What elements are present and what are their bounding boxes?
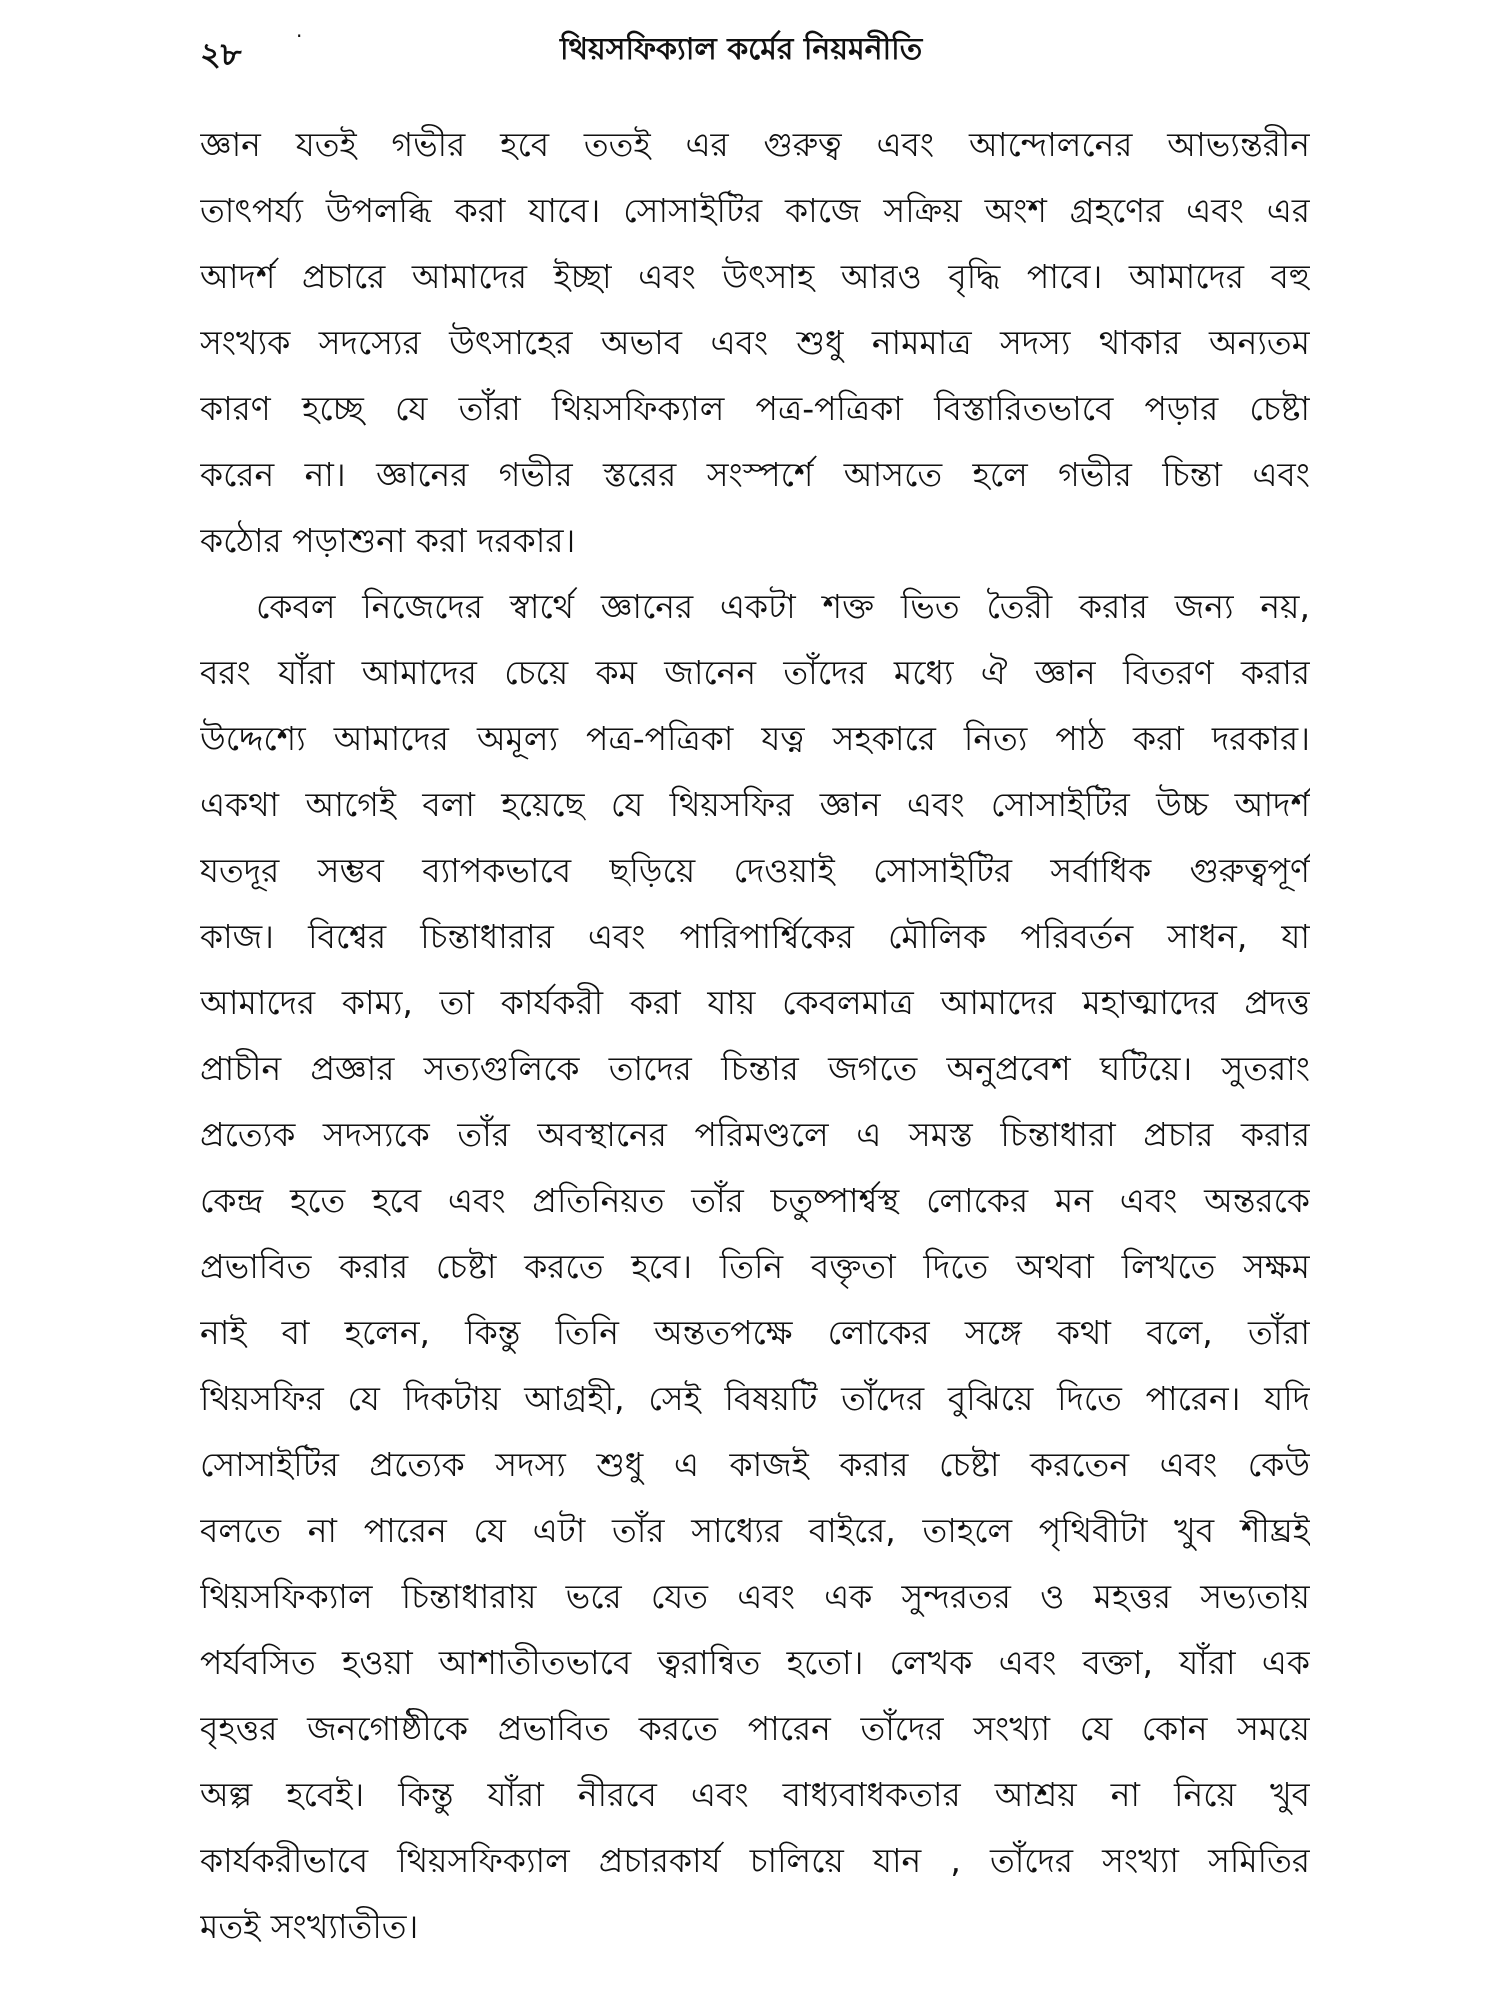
print-speck: ·	[296, 24, 303, 48]
text-line: কাজ। বিশ্বের চিন্তাধারার এবং পারিপার্শ্বিকের মৌলিক পরিবর্তন সাধন, যা	[200, 917, 1310, 956]
paragraph	[200, 112, 1310, 574]
text-line: আমাদের কাম্য, তা কার্যকরী করা যায় কেবলমাত্র আমাদের মহাত্মাদের প্রদত্ত	[200, 983, 1310, 1022]
text-line: কেন্দ্র হতে হবে এবং প্রতিনিয়ত তাঁর চতুষ্পার্শ্বস্থ লোকের মন এবং অন্তরকে	[200, 1181, 1310, 1220]
page-number: ২৮	[200, 35, 242, 73]
text-line: করেন না। জ্ঞানের গভীর স্তরের সংস্পর্শে আসতে হলে গভীর চিন্তা এবং	[200, 455, 1310, 494]
text-line: জ্ঞান যতই গভীর হবে ততই এর গুরুত্ব এবং আন্দোলনের আভ্যন্তরীন	[200, 125, 1310, 164]
text-line: প্রাচীন প্রজ্ঞার সত্যগুলিকে তাদের চিন্তার জগতে অনুপ্রবেশ ঘটিয়ে। সুতরাং	[200, 1049, 1310, 1088]
text-line: বরং যাঁরা আমাদের চেয়ে কম জানেন তাঁদের মধ্যে ঐ জ্ঞান বিতরণ করার	[200, 653, 1310, 692]
text-line: তাৎপর্য্য উপলব্ধি করা যাবে। সোসাইটির কাজে সক্রিয় অংশ গ্রহণের এবং এর	[200, 191, 1310, 230]
text-line: প্রভাবিত করার চেষ্টা করতে হবে। তিনি বক্তৃতা দিতে অথবা লিখতে সক্ষম	[200, 1247, 1310, 1286]
text-line: বৃহত্তর জনগোষ্ঠীকে প্রভাবিত করতে পারেন তাঁদের সংখ্যা যে কোন সময়ে	[200, 1709, 1310, 1748]
text-line: উদ্দেশ্যে আমাদের অমূল্য পত্র-পত্রিকা যত্ন সহকারে নিত্য পাঠ করা দরকার।	[200, 719, 1310, 758]
running-title: থিয়সফিক্যাল কর্মের নিয়মনীতি	[560, 32, 923, 67]
text-line: নাই বা হলেন, কিন্তু তিনি অন্ততপক্ষে লোকের সঙ্গে কথা বলে, তাঁরা	[200, 1313, 1310, 1352]
text-line: একথা আগেই বলা হয়েছে যে থিয়সফির জ্ঞান এবং সোসাইটির উচ্চ আদর্শ	[200, 785, 1310, 824]
text-line: মতই সংখ্যাতীত।	[200, 1907, 419, 1946]
text-line: প্রত্যেক সদস্যকে তাঁর অবস্থানের পরিমণ্ডলে এ সমস্ত চিন্তাধারা প্রচার করার	[200, 1115, 1310, 1154]
text-line: সংখ্যক সদস্যের উৎসাহের অভাব এবং শুধু নামমাত্র সদস্য থাকার অন্যতম	[200, 323, 1310, 362]
paragraph	[200, 574, 1310, 1960]
text-line: কঠোর পড়াশুনা করা দরকার।	[200, 521, 576, 560]
page-header	[200, 26, 1300, 78]
text-line: সোসাইটির প্রত্যেক সদস্য শুধু এ কাজই করার চেষ্টা করতেন এবং কেউ	[200, 1445, 1310, 1484]
text-line: থিয়সফির যে দিকটায় আগ্রহী, সেই বিষয়টি তাঁদের বুঝিয়ে দিতে পারেন। যদি	[200, 1379, 1310, 1418]
text-line: কারণ হচ্ছে যে তাঁরা থিয়সফিক্যাল পত্র-পত্রিকা বিস্তারিতভাবে পড়ার চেষ্টা	[200, 389, 1310, 428]
text-line: কেবল নিজেদের স্বার্থে জ্ঞানের একটা শক্ত ভিত তৈরী করার জন্য নয়,	[256, 587, 1310, 626]
body-text	[200, 112, 1310, 1960]
text-line: আদর্শ প্রচারে আমাদের ইচ্ছা এবং উৎসাহ আরও বৃদ্ধি পাবে। আমাদের বহু	[200, 257, 1310, 296]
text-line: যতদূর সম্ভব ব্যাপকভাবে ছড়িয়ে দেওয়াই সোসাইটির সর্বাধিক গুরুত্বপূর্ণ	[200, 851, 1310, 890]
text-line: থিয়সফিক্যাল চিন্তাধারায় ভরে যেত এবং এক সুন্দরতর ও মহত্তর সভ্যতায়	[200, 1577, 1310, 1616]
text-line: পর্যবসিত হওয়া আশাতীতভাবে ত্বরান্বিত হতো। লেখক এবং বক্তা, যাঁরা এক	[200, 1643, 1310, 1682]
text-line: কার্যকরীভাবে থিয়সফিক্যাল প্রচারকার্য চালিয়ে যান , তাঁদের সংখ্যা সমিতির	[200, 1841, 1310, 1880]
text-line: বলতে না পারেন যে এটা তাঁর সাধ্যের বাইরে, তাহলে পৃথিবীটা খুব শীঘ্রই	[200, 1511, 1310, 1550]
text-line: অল্প হবেই। কিন্তু যাঁরা নীরবে এবং বাধ্যবাধকতার আশ্রয় না নিয়ে খুব	[200, 1775, 1310, 1814]
